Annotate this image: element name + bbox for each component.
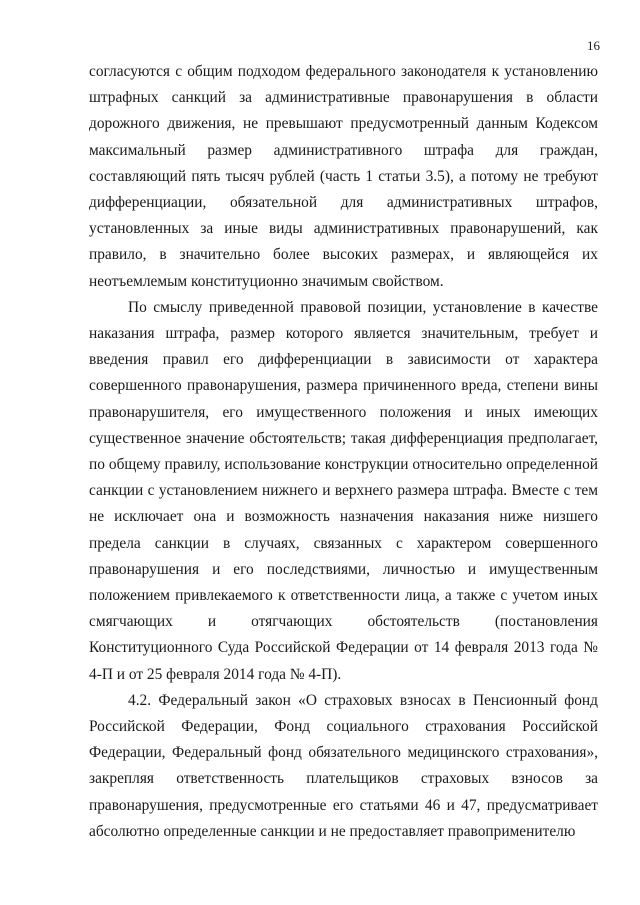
document-body [89, 59, 598, 845]
page-number: 16 [587, 38, 600, 53]
paragraph-section-4-2: 4.2. Федеральный закон «О страховых взносах в Пенсионный фонд Российской Федерации, Фонд социального страхования Российской Федерации, Федеральный фонд обязательного медицинского страхования», закрепляя ответственность плательщиков страховых взносов за правонарушения, предусмотренные его статьями 46 и 47, предусматривает абсолютно определенные санкции и не предоставляет правоприменителю [89, 691, 598, 840]
paragraph-legal-position: По смыслу приведенной правовой позиции, установление в качестве наказания штрафа, размер которого является значительным, требует и введения правил его дифференциации в зависимости от характера совершенного правонарушения, размера причиненного вреда, степени вины правонарушителя, его имущественного положения и иных имеющих существенное значение обстоятельств; такая дифференциация предполагает, по общему правилу, использование конструкции относительно определенной санкции с установлением нижнего и верхнего размера штрафа. Вместе с тем не исключает она и возможность назначения наказания ниже низшего предела санкции в случаях, связанных с характером совершенного правонарушения и его последствиями, личностью и имущественным положением привлекаемого к ответственности лица, а также с учетом иных смягчающих и отягчающих обстоятельств (постановления Конституционного Суда Российской Федерации от 14 февраля 2013 года № 4-П и от 25 февраля 2014 года № 4-П). [89, 298, 598, 683]
paragraph-continuation: согласуются с общим подходом федерального законодателя к установлению штрафных санкций за административные правонарушения в области дорожного движения, не превышают предусмотренный данным Кодексом максимальный размер административного штрафа для граждан, составляющий пять тысяч рублей (часть 1 статьи 3.5), а потому не требуют дифференциации, обязательной для административных штрафов, установленных за иные виды административных правонарушений, как правило, в значительно более высоких размерах, и являющейся их неотъемлемым конституционно значимым свойством. [89, 63, 598, 290]
